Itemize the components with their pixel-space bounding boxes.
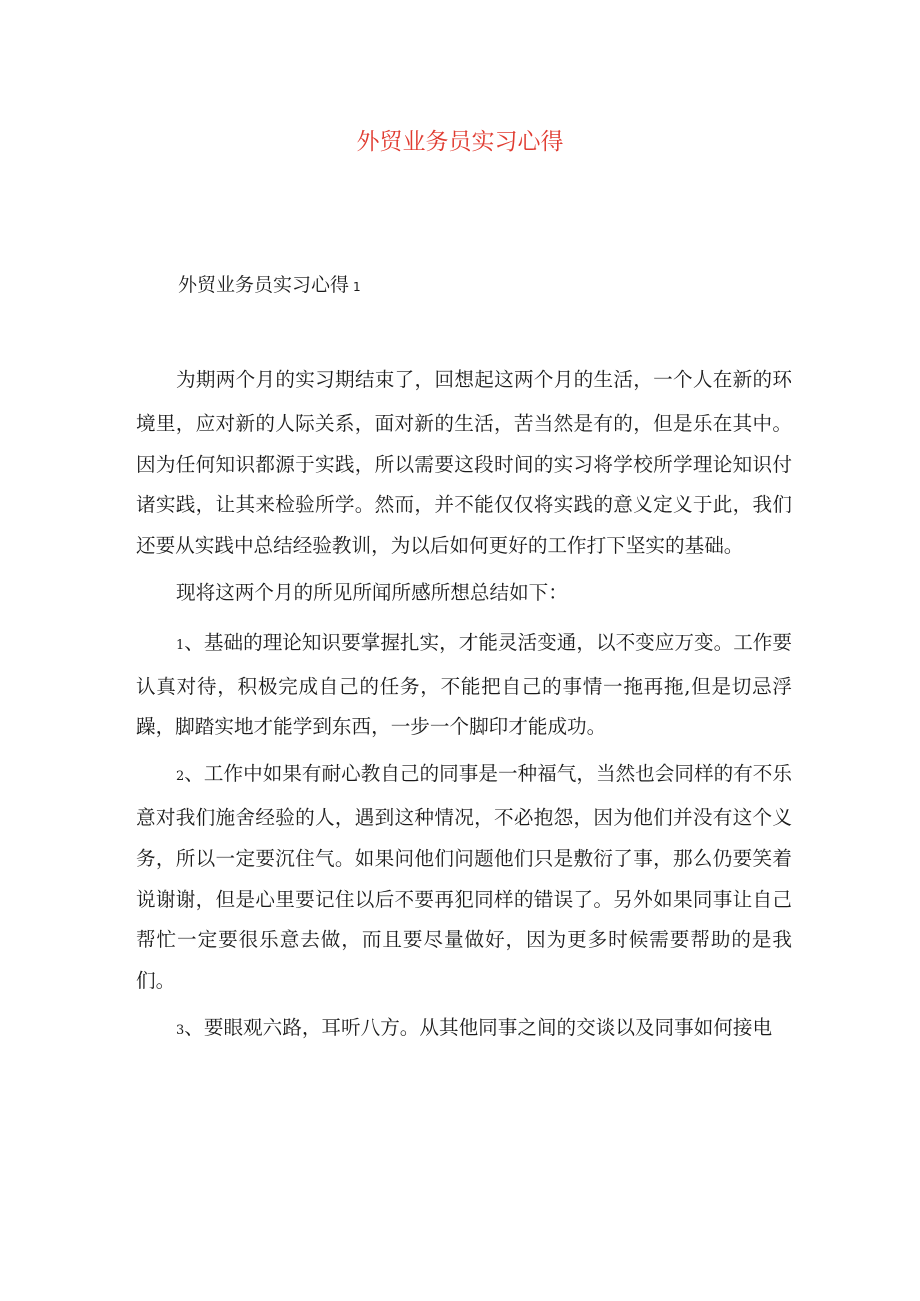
section-heading-number: 1 [353,280,361,294]
paragraph-text: 、工作中如果有耐心教自己的同事是一种福气，当然也会同样的有不乐意对我们施舍经验的人，遇到这种情况，不必抱怨，因为他们并没有这个义务，所以一定要沉住气。如果问他们问题他们只是敷衍了事，那么仍要笑着说谢谢，但是心里要记住以后不要再犯同样的错误了。另外如果同事让自己帮忙一定要很乐意去做，而且要尽量做好，因为更多时候需要帮助的是我们。 [136,762,792,993]
document-title: 外贸业务员实习心得 [356,129,564,155]
paragraph-text: 、基础的理论知识要掌握扎实，才能灵活变通，以不变应万变。工作要认真对待，积极完成自己的任务，不能把自己的事情一拖再拖,但是切忌浮躁，脚踏实地才能学到东西，一步一个脚印才能成功。 [136,630,792,739]
section-heading-text: 外贸业务员实习心得 [178,274,350,296]
paragraph-text: 现将这两个月的所见所闻所感所想总结如下： [176,580,568,604]
paragraph-number: 3 [176,1022,185,1038]
paragraph-point-3 [136,1008,792,1052]
document-body [136,360,792,1058]
paragraph-point-1 [136,623,792,748]
paragraph-text: 、要眼观六路，耳听八方。从其他同事之间的交谈以及同事如何接电 [184,1015,773,1039]
paragraph-number: 1 [176,637,185,653]
paragraph-intro [136,360,792,567]
paragraph-text: 为期两个月的实习期结束了，回想起这两个月的生活，一个人在新的环境里，应对新的人际关系，面对新的生活，苦当然是有的，但是乐在其中。因为任何知识都源于实践，所以需要这段时间的实习将学校所学理论知识付诸实践，让其来检验所学。然而，并不能仅仅将实践的意义定义于此，我们还要从实践中总结经验教训，为以后如何更好的工作打下坚实的基础。 [136,368,792,558]
paragraph-point-2 [136,754,792,1002]
section-heading [178,268,361,304]
paragraph-summary-lead [136,573,792,617]
paragraph-number: 2 [176,769,185,785]
